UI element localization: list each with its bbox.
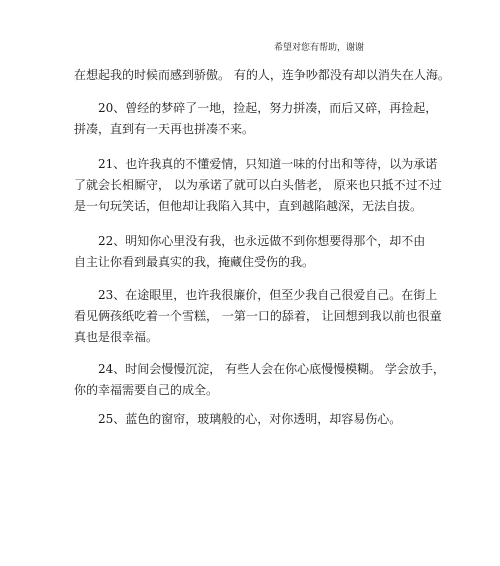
header-note: 希望对您有帮助，谢谢 [274,43,365,53]
paragraph-line: 真也是很幸福。 [74,330,159,344]
paragraph-line: 自主让你看到最真实的我，掩藏住受伤的我。 [74,255,315,269]
paragraph-line: 你的幸福需要自己的成全。 [74,383,219,397]
paragraph-line: 22、明知你心里没有我，也永远做不到你想要得那个，却不由 [98,234,426,248]
paragraph-24 [74,359,445,401]
paragraph-line: 21、也许我真的不懂爱情，只知道一味的付出和等待，以为承诺 [98,157,438,171]
paragraph-23 [74,285,442,348]
paragraph-line: 23、在途眼里，也许我很廉价，但至少我自己很爱自己。在街上 [98,288,438,302]
paragraph-25 [74,409,434,430]
paragraph-line: 了就会长相厮守， 以为承诺了就可以白头偕老， 原来也只抵不过不过 [74,178,442,192]
paragraph-line: 25、蓝色的窗帘，玻璃般的心，对你透明，却容易伤心。 [98,412,402,426]
paragraph-line: 20、曾经的梦碎了一地，捡起，努力拼凑，而后又碎，再捡起， [98,101,438,115]
paragraph-line: 在想起我的时候而感到骄傲。 有的人，连争吵都没有却以消失在人海。 [74,68,450,82]
paragraph-19-tail [74,65,450,86]
paragraph-20 [74,98,438,140]
paragraph-line: 拼凑，直到有一天再也拼凑不来。 [74,122,255,136]
paragraph-line: 是一句玩笑话，但他却让我陷入其中，直到越陷越深，无法自拔。 [74,199,423,213]
paragraph-line: 看见俩孩纸吃着一个雪糕， 一第一口的舔着， 让回想到我以前也很童 [74,309,442,323]
paragraph-22 [74,231,434,273]
paragraph-line: 24、时间会慢慢沉淀， 有些人会在你心底慢慢模糊。 学会放手， [98,362,445,376]
paragraph-21 [74,154,442,217]
